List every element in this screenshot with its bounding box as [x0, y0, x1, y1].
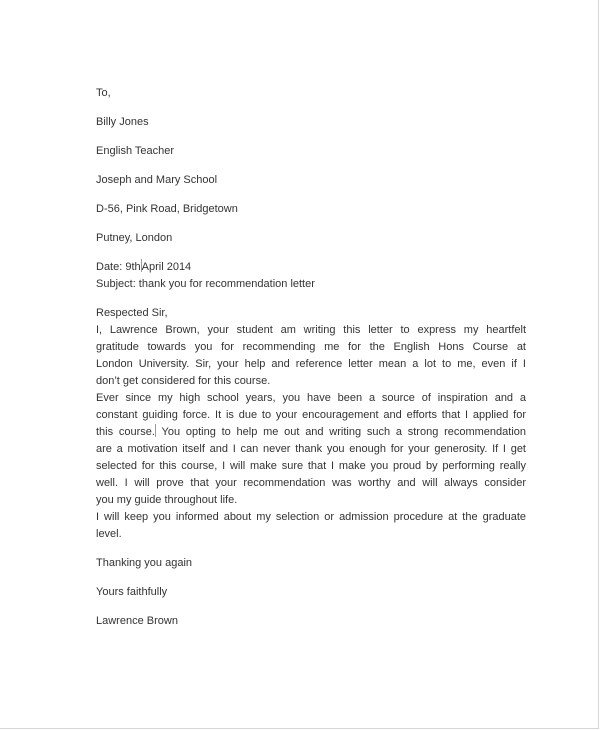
date-prefix: Date: 9th — [96, 261, 141, 273]
paragraph-line: selected for this course, I will make sure that I make you proud by performing really — [96, 460, 526, 472]
paragraph-line: constant guiding force. It is due to your encouragement and efforts that I applied for — [96, 409, 526, 421]
paragraph-line: London University. Sir, your help and reference letter mean a lot to me, even if I — [96, 358, 526, 370]
paragraph-line: Ever since my high school years, you have been a source of inspiration and a — [96, 392, 526, 404]
paragraph-1 — [96, 322, 526, 390]
greeting: Respected Sir, — [96, 307, 168, 319]
paragraph-fragment: this course. — [96, 426, 155, 438]
date-suffix: April 2014 — [141, 261, 192, 273]
recipient-name: Billy Jones — [96, 116, 149, 128]
recipient-address-line-1: D-56, Pink Road, Bridgetown — [96, 203, 238, 215]
paragraph-3 — [96, 509, 526, 543]
recipient-address-line-2: Putney, London — [96, 232, 173, 244]
paragraph-line-with-mark — [96, 424, 526, 441]
date-line — [96, 259, 526, 276]
paragraph-fragment: You opting to help me out and writing such a strong recommendation — [155, 426, 527, 438]
recipient-school: Joseph and Mary School — [96, 174, 218, 186]
paragraph-line: well. I will prove that your recommendation was worthy and will always consider — [96, 477, 526, 489]
recipient-title: English Teacher — [96, 145, 175, 157]
subject-line: Subject: thank you for recommendation letter — [96, 278, 315, 290]
to-line: To, — [96, 87, 111, 99]
signature-name: Lawrence Brown — [96, 615, 178, 627]
paragraph-line: gratitude towards you for recommending me for the English Hons Course at — [96, 341, 526, 353]
closing-yours: Yours faithfully — [96, 586, 168, 598]
paragraph-line: are a motivation itself and I can never thank you enough for your generosity. If I get — [96, 443, 526, 455]
paragraph-2 — [96, 390, 526, 509]
paragraph-line: level. — [96, 528, 122, 540]
paragraph-line: I, Lawrence Brown, your student am writing this letter to express my heartfelt — [96, 324, 526, 336]
closing-thanks: Thanking you again — [96, 557, 193, 569]
paragraph-line: you my guide throughout life. — [96, 494, 238, 506]
paragraph-line: I will keep you informed about my selection or admission procedure at the graduate — [96, 511, 526, 523]
letter-body — [96, 85, 526, 630]
paragraph-line: don’t get considered for this course. — [96, 375, 271, 387]
